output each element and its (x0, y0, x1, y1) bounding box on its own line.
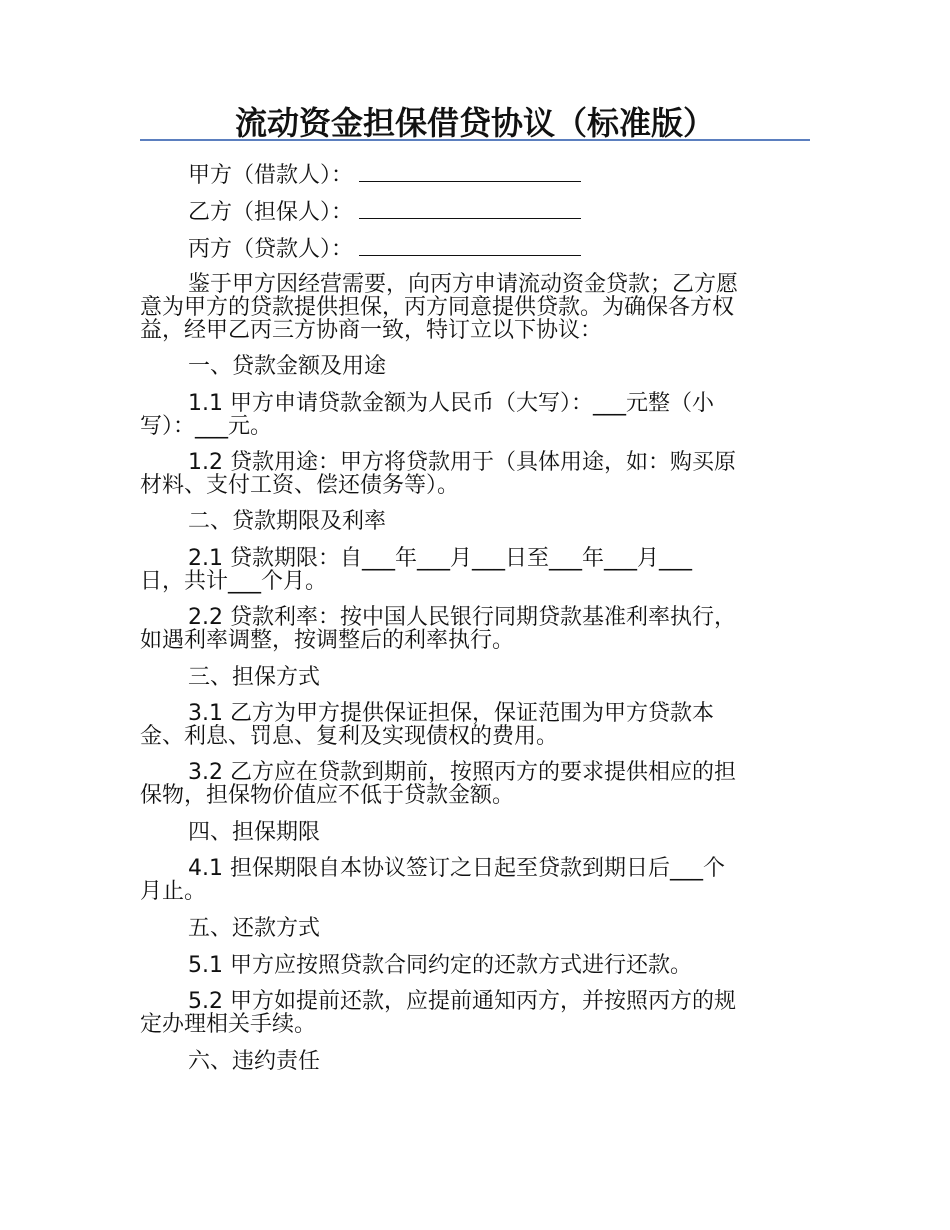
party-a-line (140, 163, 805, 187)
clause-4-1-line-2: 月止。 (140, 879, 207, 904)
section-2-heading: 二、贷款期限及利率 (188, 509, 387, 534)
section-4-heading: 四、担保期限 (188, 820, 321, 845)
preamble-line-1: 鉴于甲方因经营需要，向丙方申请流动资金贷款；乙方愿 (188, 272, 739, 297)
section-1-heading: 一、贷款金额及用途 (188, 354, 387, 379)
clause-2-2-line-1: 2.2 贷款利率：按中国人民银行同期贷款基准利率执行， (188, 605, 736, 630)
party-c-line (140, 237, 805, 261)
clause-3-2-line-2: 保物，担保物价值应不低于贷款金额。 (140, 783, 515, 808)
party-a-blank (359, 163, 581, 182)
clause-1-2-line-2: 材料、支付工资、偿还债务等）。 (140, 473, 460, 498)
section-6-heading: 六、违约责任 (188, 1049, 321, 1074)
party-b-label: 乙方（担保人）： (188, 200, 354, 225)
clause-4-1-line-1: 4.1 担保期限自本协议签订之日起至贷款到期日后___个 (188, 856, 725, 881)
section-3-heading: 三、担保方式 (188, 665, 321, 690)
clause-3-1-line-2: 金、利息、罚息、复利及实现债权的费用。 (140, 724, 559, 749)
document-title: 流动资金担保借贷协议（标准版） (234, 104, 715, 142)
clause-2-2-line-2: 如遇利率调整，按调整后的利率执行。 (140, 628, 515, 653)
clause-5-2-line-2: 定办理相关手续。 (140, 1012, 317, 1037)
preamble-line-3: 益，经甲乙丙三方协商一致，特订立以下协议： (140, 318, 603, 343)
clause-3-1-line-1: 3.1 乙方为甲方提供保证担保，保证范围为甲方贷款本 (188, 701, 714, 726)
party-b-line (140, 200, 805, 224)
clause-1-1-line-1: 1.1 甲方申请贷款金额为人民币（大写）：___元整（小 (188, 391, 714, 416)
clause-2-1-line-2: 日，共计___个月。 (140, 569, 328, 594)
party-c-blank (359, 237, 581, 256)
clause-2-1-line-1: 2.1 贷款期限：自___年___月___日至___年___月___ (188, 546, 692, 571)
section-5-heading: 五、还款方式 (188, 916, 321, 941)
party-c-label: 丙方（贷款人）： (188, 237, 354, 262)
clause-5-1-line-1: 5.1 甲方应按照贷款合同约定的还款方式进行还款。 (188, 953, 692, 978)
preamble-line-2: 意为甲方的贷款提供担保，丙方同意提供贷款。为确保各方权 (140, 295, 735, 320)
title-underline (140, 139, 810, 141)
clause-1-2-line-1: 1.2 贷款用途：甲方将贷款用于（具体用途，如：购买原 (188, 450, 736, 475)
clause-3-2-line-1: 3.2 乙方应在贷款到期前，按照丙方的要求提供相应的担 (188, 760, 736, 785)
party-b-blank (359, 200, 581, 219)
clause-1-1-line-2: 写）：___元。 (140, 414, 273, 439)
clause-5-2-line-1: 5.2 甲方如提前还款，应提前通知丙方，并按照丙方的规 (188, 989, 736, 1014)
party-a-label: 甲方（借款人）： (188, 163, 354, 188)
